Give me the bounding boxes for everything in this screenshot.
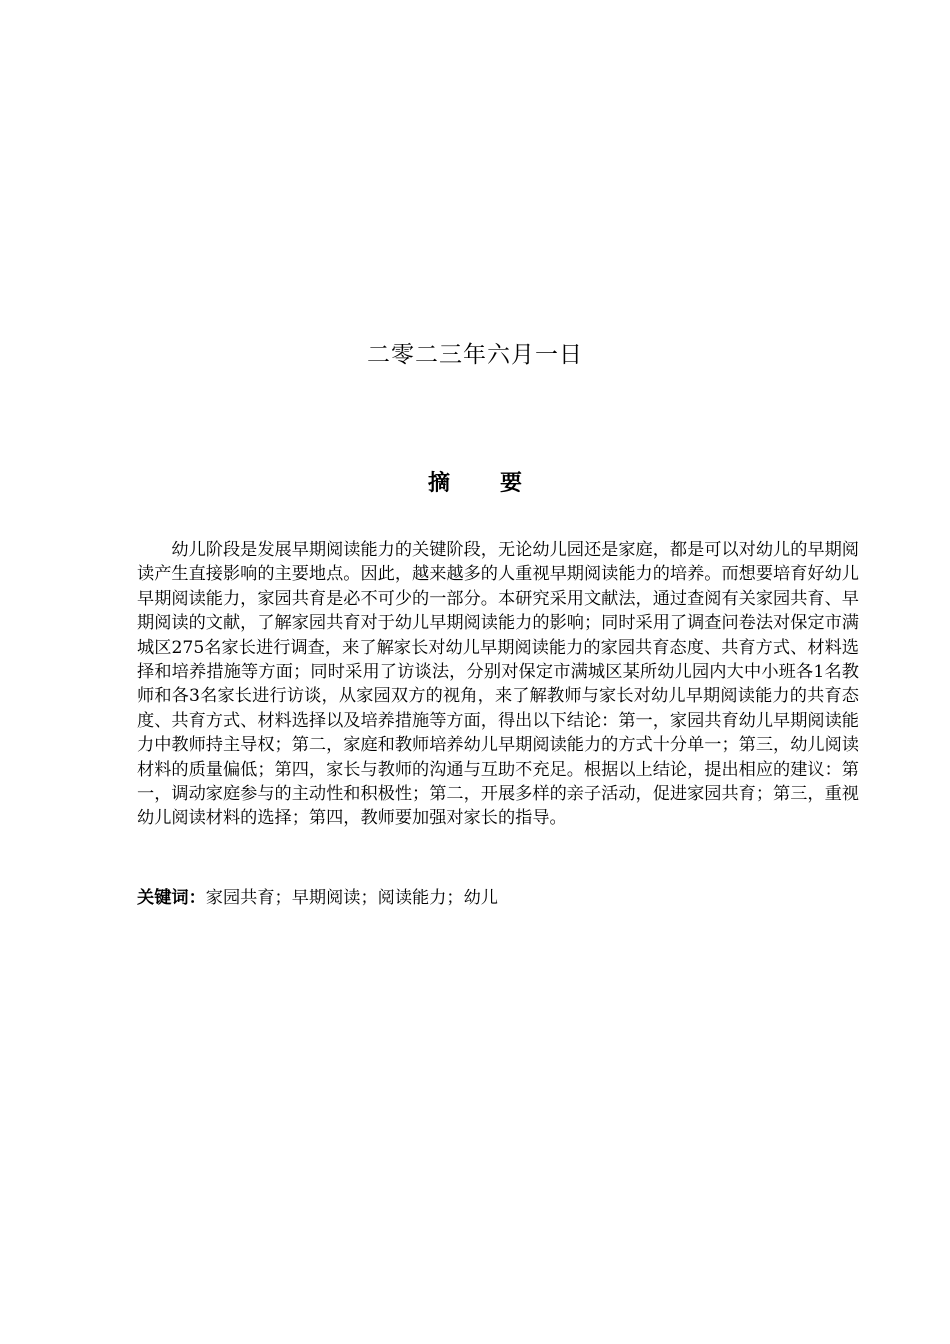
keywords-text: 家园共育；早期阅读；阅读能力；幼儿 (205, 888, 498, 908)
keywords-label: 关键词： (137, 888, 206, 908)
cover-date: 二零二三年六月一日 (367, 342, 583, 368)
abstract-body: 幼儿阶段是发展早期阅读能力的关键阶段，无论幼儿园还是家庭，都是可以对幼儿的早期阅读产生直接影响的主要地点。因此，越来越多的人重视早期阅读能力的培养。而想要培育好幼儿早期阅读能力，家园共育是必不可少的一部分。本研究采用文献法，通过查阅有关家园共育、早期阅读的文献，了解家园共育对于幼儿早期阅读能力的影响；同时采用了调查问卷法对保定市满城区275名家长进行调查，来了解家长对幼儿早期阅读能力的家园共育态度、共育方式、材料选择和培养措施等方面；同时采用了访谈法，分别对保定市满城区某所幼儿园内大中小班各1名教师和各3名家长进行访谈，从家园双方的视角，来了解教师与家长对幼儿早期阅读能力的共育态度、共育方式、材料选择以及培养措施等方面，得出以下结论：第一，家园共育幼儿早期阅读能力中教师持主导权；第二，家庭和教师培养幼儿早期阅读能力的方式十分单一；第三，幼儿阅读材料的质量偏低；第四，家长与教师的沟通与互助不充足。根据以上结论，提出相应的建议：第一，调动家庭参与的主动性和积极性；第二，开展多样的亲子活动，促进家园共育；第三，重视幼儿阅读材料的选择；第四，教师要加强对家长的指导。 (137, 540, 859, 829)
keywords-line (137, 886, 859, 910)
abstract-heading: 摘要 (427, 471, 572, 496)
